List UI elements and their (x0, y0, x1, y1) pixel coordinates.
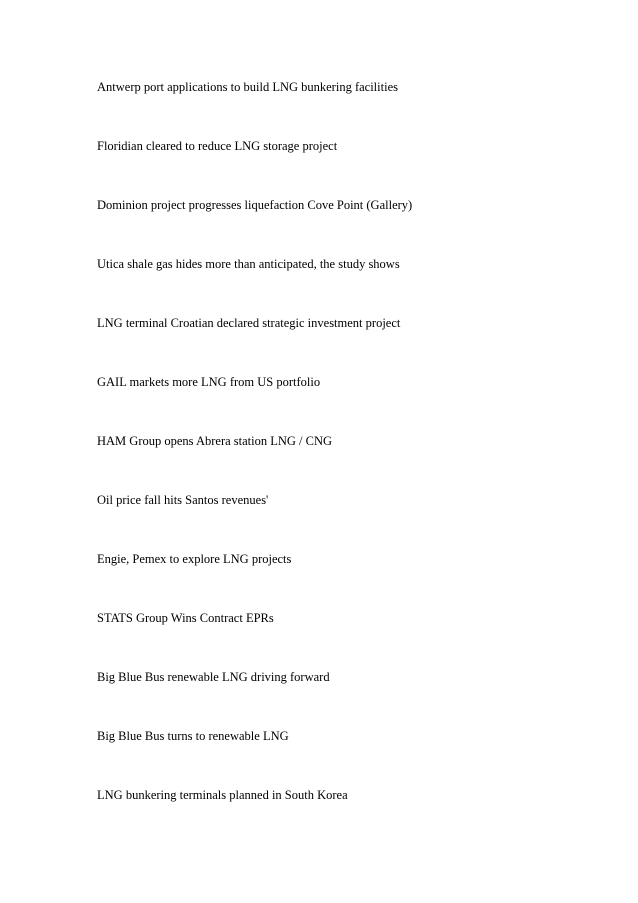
headline: Engie, Pemex to explore LNG projects (97, 552, 292, 566)
headline: HAM Group opens Abrera station LNG / CNG (97, 434, 333, 448)
headline: Dominion project progresses liquefaction Cove Point (Gallery) (97, 198, 413, 212)
headline: Floridian cleared to reduce LNG storage project (97, 139, 338, 153)
headline: Utica shale gas hides more than anticipated, the study shows (97, 257, 400, 271)
headline: GAIL markets more LNG from US portfolio (97, 375, 321, 389)
headline: LNG terminal Croatian declared strategic investment project (97, 316, 401, 330)
headline: Antwerp port applications to build LNG bunkering facilities (97, 80, 398, 94)
headline: Oil price fall hits Santos revenues' (97, 493, 269, 507)
headline: Big Blue Bus turns to renewable LNG (97, 729, 289, 743)
headline: Big Blue Bus renewable LNG driving forward (97, 670, 330, 684)
headline: LNG bunkering terminals planned in South Korea (97, 788, 348, 802)
headline: STATS Group Wins Contract EPRs (97, 611, 274, 625)
